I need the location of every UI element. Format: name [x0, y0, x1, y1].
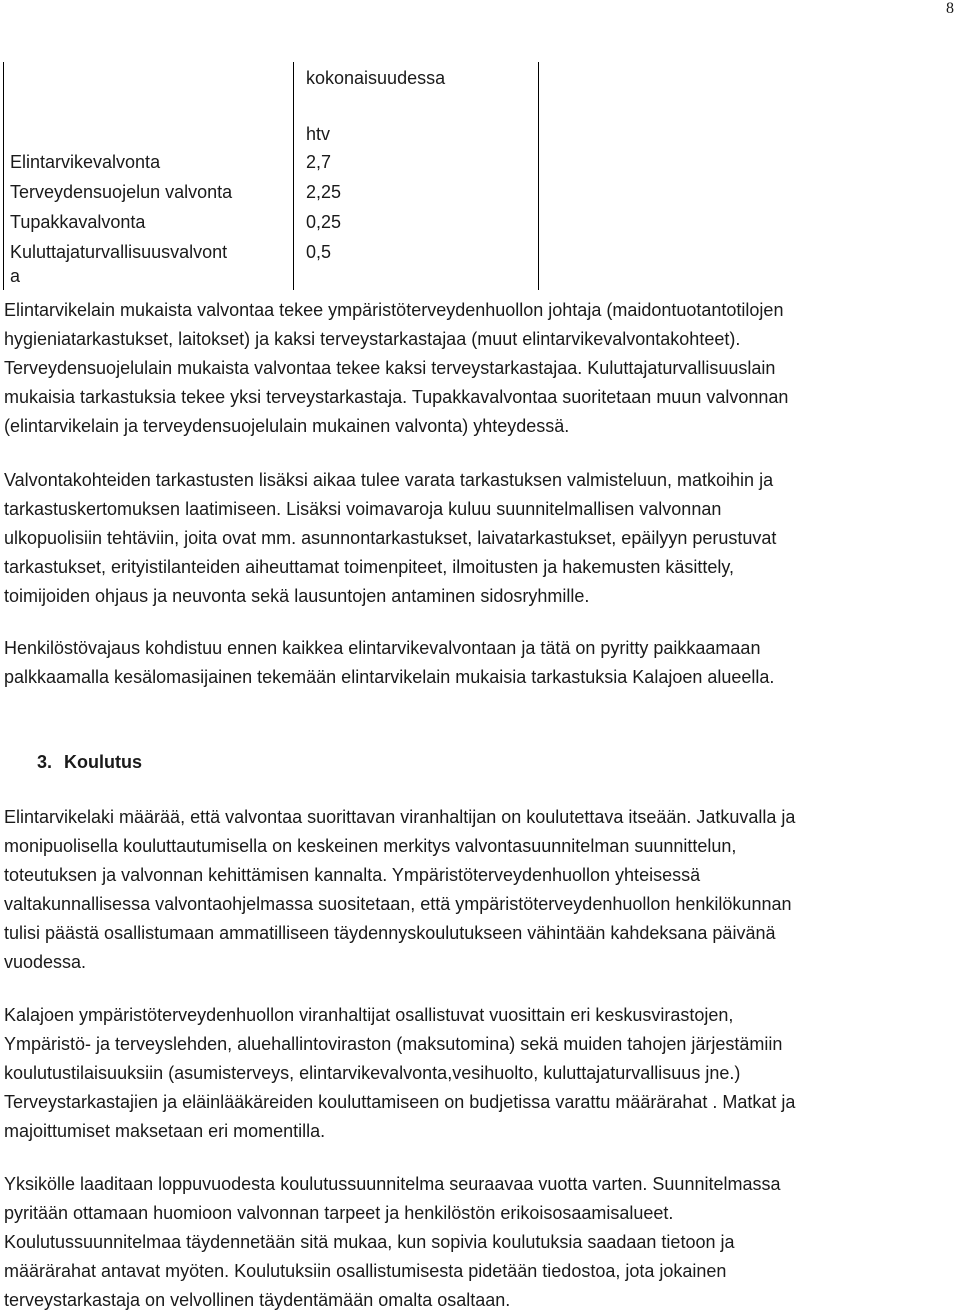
table-header-line2: htv	[306, 124, 331, 144]
text-line: koulutustilaisuuksiin (asumisterveys, elintarvikevalvonta,vesihuolto, kuluttajaturvallisuus jne.)	[4, 1063, 741, 1083]
text-line: Yksikölle laaditaan loppuvuodesta koulutussuunnitelma seuraavaa vuotta varten. Suunnitelmassa	[4, 1174, 781, 1194]
table-row-label: Terveydensuojelun valvonta	[10, 182, 233, 202]
section-title: Koulutus	[64, 752, 143, 772]
text-line: ulkopuolisiin tehtäviin, joita ovat mm. asunnontarkastukset, laivatarkastukset, epäilyyn perustuvat	[4, 528, 777, 548]
text-line: toimijoiden ohjaus ja neuvonta sekä lausuntojen antaminen sidosryhmille.	[4, 586, 590, 606]
table-row-label-wrap: a	[10, 266, 21, 286]
text-line: Ympäristö- ja terveyslehden, aluehallintoviraston (maksutomina) sekä muiden tahojen järjestämiin	[4, 1034, 783, 1054]
text-line: Henkilöstövajaus kohdistuu ennen kaikkea elintarvikevalvontaan ja tätä on pyritty paikkaamaan	[4, 638, 761, 658]
table-header-line1: kokonaisuudessa	[306, 68, 446, 88]
paragraph-staff-shortage	[4, 634, 944, 692]
text-line: Koulutussuunnitelmaa täydennetään sitä mukaa, kun sopivia koulutuksia saadaan tietoon ja	[4, 1232, 735, 1252]
table-row-label: Kuluttajaturvallisuusvalvont	[10, 242, 228, 262]
paragraph-staffing	[4, 296, 944, 441]
section-heading	[37, 748, 142, 776]
paragraph-training-plan	[4, 1170, 944, 1315]
table-row-value: 0,25	[306, 212, 342, 232]
text-line: tarkastuskertomuksen laatimiseen. Lisäksi voimavaroja kuluu suunnitelmallisen valvonnan	[4, 499, 722, 519]
paragraph-training-requirements	[4, 803, 944, 977]
table-border-left	[3, 62, 4, 290]
text-line: tarkastukset, erityistilanteiden aiheuttamat toimenpiteet, ilmoitusten ja hakemusten käsittely,	[4, 557, 735, 577]
text-line: tulisi päästä osallistumaan ammatilliseen täydennyskoulutukseen vähintään kahdeksana päivänä	[4, 923, 776, 943]
text-line: pyritään ottamaan huomioon valvonnan tarpeet ja henkilöstön erikoisosaamisalueet.	[4, 1203, 674, 1223]
text-line: määrärahat antavat myöten. Koulutuksiin osallistumisesta pidetään tiedostoa, jota jokainen	[4, 1261, 727, 1281]
text-line: (elintarvikelain ja terveydensuojelulain mukainen valvonta) yhteydessä.	[4, 416, 570, 436]
text-line: Terveydensuojelulain mukaista valvontaa tekee kaksi terveystarkastajaa. Kuluttajaturvallisuuslain	[4, 358, 776, 378]
text-line: vuodessa.	[4, 952, 87, 972]
text-line: valtakunnallisessa valvontaohjelmassa suositetaan, että ympäristöterveydenhuollon henkilökunnan	[4, 894, 792, 914]
text-line: palkkaamalla kesälomasijainen tekemään elintarvikelain mukaisia tarkastuksia Kalajoen alueella.	[4, 667, 775, 687]
text-line: Elintarvikelaki määrää, että valvontaa suorittavan viranhaltijan on koulutettava itseään. Jatkuvalla ja	[4, 807, 796, 827]
text-line: Valvontakohteiden tarkastusten lisäksi aikaa tulee varata tarkastuksen valmisteluun, matkoihin ja	[4, 470, 774, 490]
text-line: hygieniatarkastukset, laitokset) ja kaksi terveystarkastajaa (muut elintarvikevalvontakohteet).	[4, 329, 741, 349]
page-number: 8	[946, 0, 954, 17]
table-border-middle	[293, 62, 294, 290]
table-row-value: 0,5	[306, 242, 332, 262]
text-line: terveystarkastaja on velvollinen täydentämään omalta osaltaan.	[4, 1290, 511, 1310]
section-number: 3.	[37, 752, 53, 772]
table-row-value: 2,7	[306, 152, 332, 172]
table-border-right	[538, 62, 539, 290]
paragraph-training-participation	[4, 1001, 944, 1146]
table-row-label: Tupakkavalvonta	[10, 212, 146, 232]
text-line: monipuolisella kouluttautumisella on keskeinen merkitys valvontasuunnitelman suunnittelun,	[4, 836, 737, 856]
text-line: majoittumiset maksetaan eri momentilla.	[4, 1121, 326, 1141]
text-line: Terveystarkastajien ja eläinlääkäreiden kouluttamiseen on budjetissa varattu määrärahat . Matkat ja	[4, 1092, 796, 1112]
text-line: mukaisia tarkastuksia tekee yksi terveystarkastaja. Tupakkavalvontaa suoritetaan muun valvonnan	[4, 387, 789, 407]
text-line: Elintarvikelain mukaista valvontaa tekee ympäristöterveydenhuollon johtaja (maidontuotantotilojen	[4, 300, 784, 320]
paragraph-additional-tasks	[4, 466, 944, 611]
table-row-label: Elintarvikevalvonta	[10, 152, 161, 172]
text-line: Kalajoen ympäristöterveydenhuollon viranhaltijat osallistuvat vuosittain eri keskusvirastojen,	[4, 1005, 734, 1025]
table-row-value: 2,25	[306, 182, 342, 202]
text-line: toteutuksen ja valvonnan kehittämisen kannalta. Ympäristöterveydenhuollon yhteisessä	[4, 865, 701, 885]
